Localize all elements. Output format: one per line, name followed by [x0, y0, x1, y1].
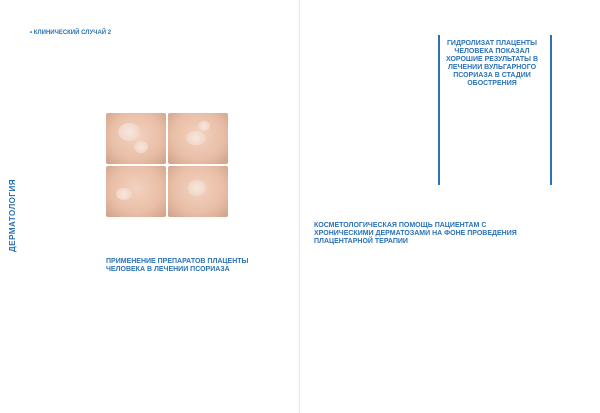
- section-2-title: КОСМЕТОЛОГИЧЕСКАЯ ПОМОЩЬ ПАЦИЕНТАМ С ХРОНИЧЕСКИМИ ДЕРМАТОЗАМИ НА ФОНЕ ПРОВЕДЕНИЯ ПЛАЦЕНТАРНОЙ ТЕРАПИИ: [314, 222, 517, 245]
- right-col-2: [314, 170, 434, 210]
- photo-4: [168, 166, 228, 217]
- photo-2: [168, 113, 228, 164]
- photo-grid: [106, 113, 228, 217]
- section-2-text: [314, 246, 534, 396]
- right-col-1: [314, 30, 434, 170]
- case-title: • КЛИНИЧЕСКИЙ СЛУЧАЙ 2: [30, 30, 112, 36]
- case-col-2: [106, 220, 286, 260]
- case-col-1: [30, 40, 100, 400]
- photo-3: [106, 166, 166, 217]
- section-vertical-label: ДЕРМАТОЛОГИЯ: [7, 178, 17, 252]
- section-1-title: ПРИМЕНЕНИЕ ПРЕПАРАТОВ ПЛАЦЕНТЫ ЧЕЛОВЕКА В ЛЕЧЕНИИ ПСОРИАЗА: [106, 258, 249, 273]
- section-1-text: [106, 280, 286, 395]
- callout-text: ГИДРОЛИЗАТ ПЛАЦЕНТЫ ЧЕЛОВЕКА ПОКАЗАЛ ХОРОШИЕ РЕЗУЛЬТАТЫ В ЛЕЧЕНИИ ВУЛЬГАРНОГО ПСОРИАЗА В СТАДИИ ОБОСТРЕНИЯ: [445, 40, 539, 87]
- photo-1: [106, 113, 166, 164]
